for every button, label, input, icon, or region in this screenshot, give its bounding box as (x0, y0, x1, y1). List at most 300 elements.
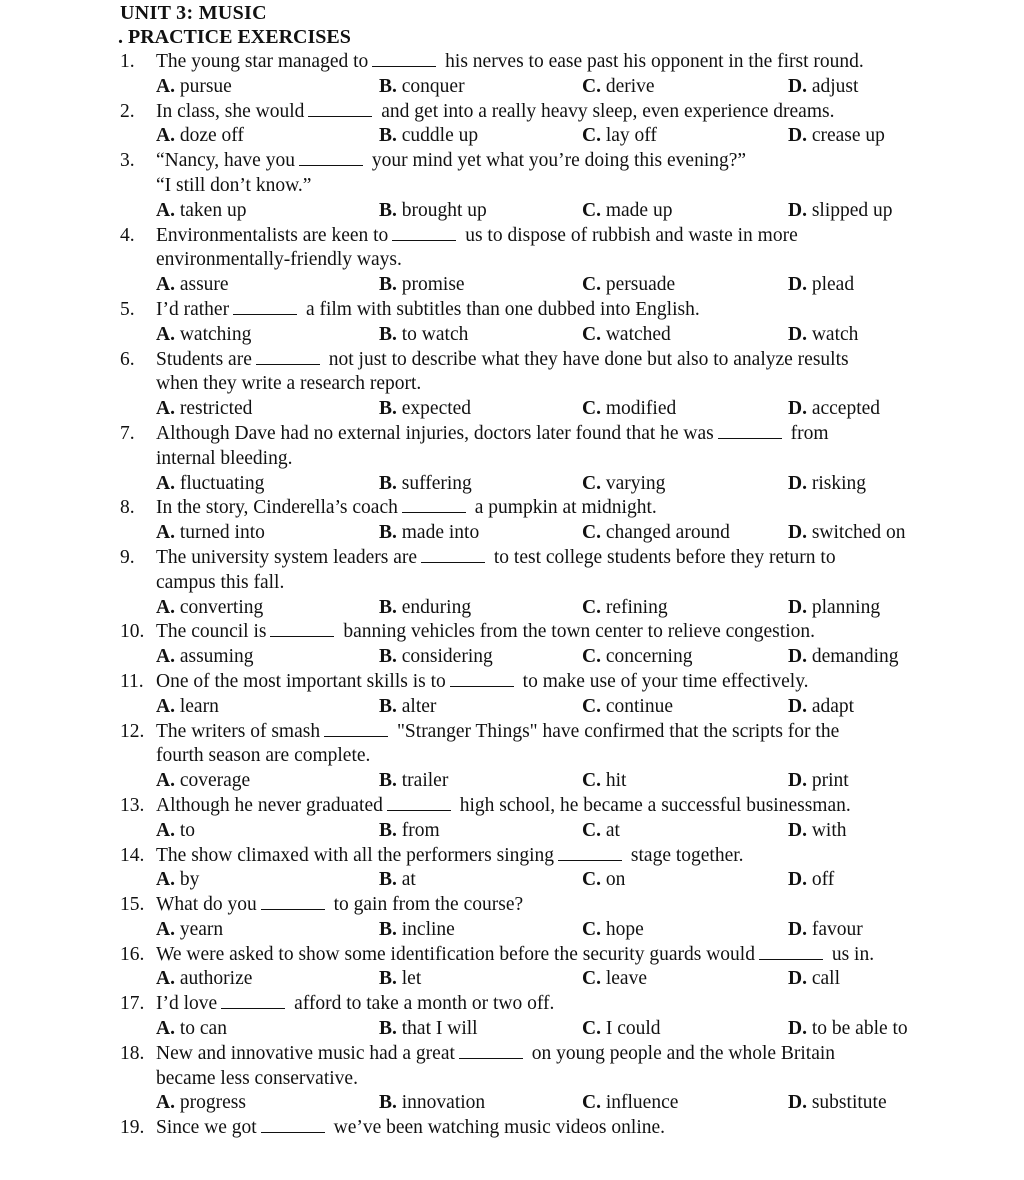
answer-options (120, 596, 990, 621)
question-text-segment: to gain from the course? (328, 894, 524, 916)
option-letter: B. (379, 522, 397, 544)
answer-blank (308, 102, 372, 117)
question-number (120, 571, 156, 596)
question-number: 17. (120, 993, 145, 1015)
answer-option[interactable] (379, 695, 582, 720)
question-item (120, 794, 990, 844)
question-text (156, 720, 990, 745)
option-text: switched on (811, 522, 906, 544)
answer-blank (299, 151, 363, 166)
question-stem-line (120, 447, 990, 472)
answer-option[interactable] (156, 967, 379, 992)
answer-option[interactable] (788, 323, 988, 348)
question-text-segment: a pumpkin at midnight. (469, 497, 657, 519)
option-text: turned into (179, 522, 265, 544)
answer-option[interactable] (788, 397, 988, 422)
option-text: from (401, 819, 440, 841)
question-text-segment: Although Dave had no external injuries, doctors later found that he was (156, 422, 714, 444)
option-text: with (811, 819, 847, 841)
answer-option[interactable] (379, 472, 582, 497)
answer-option[interactable] (379, 769, 582, 794)
answer-option[interactable] (156, 323, 379, 348)
answer-blank (256, 350, 320, 365)
question-stem-line (120, 1116, 990, 1141)
option-text: made up (605, 199, 673, 221)
option-letter: C. (582, 1092, 601, 1114)
question-number (120, 744, 156, 769)
question-stem-line (120, 943, 990, 968)
option-letter: A. (156, 918, 175, 940)
option-text: derive (605, 75, 655, 97)
answer-option[interactable] (379, 323, 582, 348)
option-letter: A. (156, 1018, 175, 1040)
option-letter: A. (156, 125, 175, 147)
option-text: to watch (401, 323, 469, 345)
question-stem-line (120, 1067, 990, 1092)
question-number (120, 372, 156, 397)
option-letter: A. (156, 819, 175, 841)
option-text: promise (401, 274, 465, 296)
question-stem-line (120, 893, 990, 918)
question-text-segment: New and innovative music had a great (156, 1042, 455, 1064)
question-text-segment: internal bleeding. (156, 447, 293, 469)
option-letter: D. (788, 75, 807, 97)
option-text: I could (605, 1018, 661, 1040)
answer-option[interactable] (582, 75, 788, 100)
option-text: print (811, 770, 849, 792)
answer-option[interactable] (788, 769, 988, 794)
question-text-segment: The show climaxed with all the performers singing (156, 844, 555, 866)
answer-blank (261, 895, 325, 910)
answer-option[interactable] (788, 521, 988, 546)
question-text-segment: “Nancy, have you (156, 150, 295, 172)
answer-option[interactable] (156, 472, 379, 497)
question-number: 7. (120, 422, 135, 444)
question-number (120, 174, 156, 199)
answer-option[interactable] (582, 967, 788, 992)
option-text: fluctuating (179, 472, 265, 494)
question-text-segment: In the story, Cinderella’s coach (156, 497, 398, 519)
answer-option[interactable] (788, 868, 988, 893)
option-text: taken up (179, 199, 247, 221)
question-item (120, 844, 990, 894)
option-text: alter (401, 695, 437, 717)
question-item (120, 720, 990, 794)
option-text: plead (811, 274, 855, 296)
option-letter: C. (582, 199, 601, 221)
option-text: cuddle up (401, 125, 479, 147)
answer-option[interactable] (379, 967, 582, 992)
question-text (156, 149, 990, 174)
question-text-segment: us to dispose of rubbish and waste in more (460, 224, 798, 246)
question-text (156, 298, 990, 323)
question-text (156, 447, 990, 472)
answer-option[interactable] (379, 868, 582, 893)
question-number: 19. (120, 1117, 145, 1139)
answer-option[interactable] (156, 1017, 379, 1042)
option-letter: D. (788, 869, 807, 891)
answer-option[interactable] (788, 596, 988, 621)
question-number: 18. (120, 1042, 145, 1064)
question-text-segment: not just to describe what they have done but also to analyze results (323, 348, 849, 370)
answer-option[interactable] (788, 273, 988, 298)
question-item (120, 893, 990, 943)
answer-option[interactable] (788, 1091, 988, 1116)
option-text: continue (605, 695, 673, 717)
answer-option[interactable] (156, 1091, 379, 1116)
option-letter: D. (788, 918, 807, 940)
answer-option[interactable] (379, 596, 582, 621)
option-text: accepted (811, 398, 881, 420)
question-stem-line (120, 224, 990, 249)
question-item (120, 149, 990, 223)
question-text-segment: One of the most important skills is to (156, 670, 446, 692)
answer-option[interactable] (788, 75, 988, 100)
question-text-segment: “I still don’t know.” (156, 174, 312, 196)
option-text: substitute (811, 1092, 887, 1114)
option-letter: B. (379, 596, 397, 618)
option-text: considering (401, 646, 493, 668)
option-letter: D. (788, 323, 807, 345)
question-number: 2. (120, 100, 135, 122)
question-list (120, 50, 990, 1141)
option-letter: D. (788, 125, 807, 147)
question-stem-line (120, 844, 990, 869)
option-letter: D. (788, 1092, 807, 1114)
answer-option[interactable] (582, 273, 788, 298)
option-text: assure (179, 274, 229, 296)
section-title: . PRACTICE EXERCISES (118, 26, 351, 48)
option-letter: B. (379, 968, 397, 990)
answer-options (120, 521, 990, 546)
option-letter: D. (788, 199, 807, 221)
option-letter: D. (788, 274, 807, 296)
question-text-segment: a film with subtitles than one dubbed into English. (301, 298, 700, 320)
option-text: to (179, 819, 196, 841)
question-item (120, 670, 990, 720)
question-stem-line (120, 496, 990, 521)
answer-option[interactable] (156, 273, 379, 298)
option-letter: C. (582, 125, 601, 147)
question-stem-line (120, 50, 990, 75)
option-letter: C. (582, 274, 601, 296)
answer-option[interactable] (379, 124, 582, 149)
answer-option[interactable] (156, 596, 379, 621)
question-text (156, 571, 990, 596)
answer-option[interactable] (379, 645, 582, 670)
option-text: modified (605, 398, 677, 420)
question-text-segment: to test college students before they return to (489, 546, 836, 568)
option-text: influence (605, 1092, 679, 1114)
option-letter: B. (379, 1092, 397, 1114)
option-text: concerning (605, 646, 693, 668)
answer-option[interactable] (156, 769, 379, 794)
answer-options (120, 397, 990, 422)
option-letter: B. (379, 1018, 397, 1040)
option-text: demanding (811, 646, 899, 668)
option-text: on (605, 869, 626, 891)
option-text: coverage (179, 770, 251, 792)
question-stem-line (120, 372, 990, 397)
question-item (120, 298, 990, 348)
question-text (156, 174, 990, 199)
option-text: hit (605, 770, 627, 792)
option-letter: B. (379, 918, 397, 940)
option-letter: B. (379, 274, 397, 296)
question-text-segment: your mind yet what you’re doing this evening?” (366, 150, 747, 172)
answer-option[interactable] (379, 273, 582, 298)
answer-option[interactable] (156, 397, 379, 422)
question-number: 15. (120, 894, 145, 916)
answer-option[interactable] (788, 199, 988, 224)
question-text (156, 372, 990, 397)
question-text (156, 744, 990, 769)
option-text: enduring (401, 596, 472, 618)
question-text-segment: We were asked to show some identification before the security guards would (156, 943, 755, 965)
option-letter: A. (156, 646, 175, 668)
option-letter: D. (788, 398, 807, 420)
answer-option[interactable] (379, 819, 582, 844)
question-text-segment: his nerves to ease past his opponent in the first round. (440, 51, 864, 72)
answer-option[interactable] (788, 819, 988, 844)
answer-option[interactable] (156, 695, 379, 720)
answer-option[interactable] (156, 521, 379, 546)
question-stem-line (120, 174, 990, 199)
answer-option[interactable] (156, 918, 379, 943)
answer-option[interactable] (582, 819, 788, 844)
answer-option[interactable] (379, 1017, 582, 1042)
question-text (156, 224, 990, 249)
question-text (156, 620, 990, 645)
answer-options (120, 124, 990, 149)
answer-blank (421, 548, 485, 563)
answer-option[interactable] (788, 918, 988, 943)
question-text-segment: What do you (156, 894, 257, 916)
question-stem-line (120, 546, 990, 571)
answer-options (120, 695, 990, 720)
answer-option[interactable] (582, 323, 788, 348)
option-text: varying (605, 472, 666, 494)
answer-option[interactable] (582, 769, 788, 794)
option-text: watching (179, 323, 252, 345)
answer-option[interactable] (582, 521, 788, 546)
option-letter: D. (788, 968, 807, 990)
question-text (156, 546, 990, 571)
option-text: converting (179, 596, 264, 618)
question-number: 14. (120, 844, 145, 866)
question-text-segment: The council is (156, 621, 267, 643)
answer-options (120, 918, 990, 943)
answer-option[interactable] (582, 918, 788, 943)
question-item (120, 1116, 990, 1141)
question-text-segment: "Stranger Things" have confirmed that the scripts for the (392, 720, 840, 742)
option-letter: D. (788, 770, 807, 792)
option-text: that I will (401, 1018, 478, 1040)
option-letter: A. (156, 199, 175, 221)
answer-option[interactable] (379, 75, 582, 100)
option-text: expected (401, 398, 472, 420)
option-letter: C. (582, 695, 601, 717)
option-text: progress (179, 1092, 246, 1114)
answer-option[interactable] (156, 819, 379, 844)
answer-option[interactable] (379, 1091, 582, 1116)
answer-option[interactable] (582, 596, 788, 621)
option-text: favour (811, 918, 863, 940)
question-stem-line (120, 248, 990, 273)
question-text-segment: Students are (156, 348, 252, 370)
question-stem-line (120, 794, 990, 819)
question-item (120, 100, 990, 150)
question-text-segment: The writers of smash (156, 720, 321, 742)
question-text (156, 1116, 990, 1141)
answer-blank (392, 226, 456, 241)
question-stem-line (120, 348, 990, 373)
question-text (156, 348, 990, 373)
answer-blank (759, 945, 823, 960)
option-letter: A. (156, 472, 175, 494)
option-text: refining (605, 596, 668, 618)
answer-blank (459, 1044, 523, 1059)
answer-option[interactable] (156, 124, 379, 149)
option-letter: A. (156, 968, 175, 990)
option-text: restricted (179, 398, 253, 420)
answer-option[interactable] (156, 75, 379, 100)
option-text: slipped up (811, 199, 893, 221)
answer-options (120, 1017, 990, 1042)
question-number: 12. (120, 720, 145, 742)
answer-option[interactable] (156, 868, 379, 893)
question-stem-line (120, 992, 990, 1017)
question-text (156, 100, 990, 125)
question-text (156, 992, 990, 1017)
option-letter: C. (582, 646, 601, 668)
question-text-segment: environmentally-friendly ways. (156, 249, 402, 271)
option-letter: A. (156, 274, 175, 296)
option-letter: C. (582, 770, 601, 792)
answer-option[interactable] (582, 472, 788, 497)
answer-blank (233, 300, 297, 315)
answer-blank (372, 52, 436, 67)
answer-option[interactable] (582, 645, 788, 670)
option-text: crease up (811, 125, 885, 147)
question-text-segment: In class, she would (156, 100, 305, 122)
answer-option[interactable] (788, 1017, 988, 1042)
option-text: trailer (401, 770, 449, 792)
question-item (120, 1042, 990, 1116)
option-text: at (401, 869, 416, 891)
question-item (120, 620, 990, 670)
answer-option[interactable] (788, 695, 988, 720)
answer-option[interactable] (788, 124, 988, 149)
answer-option[interactable] (379, 521, 582, 546)
option-text: planning (811, 596, 881, 618)
question-number: 3. (120, 150, 135, 172)
option-letter: C. (582, 968, 601, 990)
answer-option[interactable] (582, 1017, 788, 1042)
answer-option[interactable] (582, 1091, 788, 1116)
question-text (156, 496, 990, 521)
option-letter: D. (788, 1018, 807, 1040)
question-text-segment: banning vehicles from the town center to relieve congestion. (338, 621, 815, 643)
option-letter: C. (582, 398, 601, 420)
option-letter: A. (156, 398, 175, 420)
question-text-segment: when they write a research report. (156, 373, 422, 395)
option-text: let (401, 968, 422, 990)
question-item (120, 496, 990, 546)
option-text: innovation (401, 1092, 486, 1114)
answer-option[interactable] (156, 645, 379, 670)
question-item (120, 348, 990, 422)
answer-option[interactable] (379, 199, 582, 224)
option-text: doze off (179, 125, 244, 147)
question-text-segment: The young star managed to (156, 51, 369, 72)
option-letter: B. (379, 819, 397, 841)
answer-blank (221, 994, 285, 1009)
option-letter: C. (582, 472, 601, 494)
question-number (120, 248, 156, 273)
answer-option[interactable] (582, 695, 788, 720)
option-text: off (811, 869, 835, 891)
answer-option[interactable] (582, 199, 788, 224)
question-text (156, 844, 990, 869)
option-letter: C. (582, 522, 601, 544)
option-text: changed around (605, 522, 730, 544)
answer-option[interactable] (788, 472, 988, 497)
answer-blank (558, 846, 622, 861)
question-text (156, 422, 990, 447)
question-text-segment: I’d love (156, 993, 218, 1015)
option-letter: B. (379, 398, 397, 420)
option-letter: A. (156, 323, 175, 345)
question-text-segment: and get into a really heavy sleep, even experience dreams. (376, 100, 835, 122)
question-text-segment: campus this fall. (156, 571, 285, 593)
option-letter: A. (156, 869, 175, 891)
answer-option[interactable] (379, 397, 582, 422)
question-text-segment: to make use of your time effectively. (517, 670, 809, 692)
answer-option[interactable] (582, 124, 788, 149)
option-text: conquer (401, 75, 465, 97)
answer-option[interactable] (788, 967, 988, 992)
question-text (156, 248, 990, 273)
question-stem-line (120, 149, 990, 174)
answer-option[interactable] (379, 918, 582, 943)
question-text-segment: fourth season are complete. (156, 745, 371, 767)
question-number: 13. (120, 794, 145, 816)
option-letter: A. (156, 770, 175, 792)
question-text-segment: The university system leaders are (156, 546, 417, 568)
option-letter: A. (156, 522, 175, 544)
answer-option[interactable] (788, 645, 988, 670)
answer-option[interactable] (156, 199, 379, 224)
answer-option[interactable] (582, 397, 788, 422)
question-number: 10. (120, 621, 145, 643)
option-text: authorize (179, 968, 253, 990)
option-letter: C. (582, 1018, 601, 1040)
question-stem-line (120, 571, 990, 596)
question-text-segment: us in. (826, 943, 875, 965)
option-letter: A. (156, 695, 175, 717)
question-item (120, 50, 990, 100)
question-number: 9. (120, 546, 135, 568)
option-text: brought up (401, 199, 487, 221)
question-stem-line (120, 1042, 990, 1067)
answer-option[interactable] (582, 868, 788, 893)
option-text: assuming (179, 646, 254, 668)
option-text: by (179, 869, 200, 891)
option-text: incline (401, 918, 455, 940)
option-letter: A. (156, 596, 175, 618)
option-text: lay off (605, 125, 657, 147)
